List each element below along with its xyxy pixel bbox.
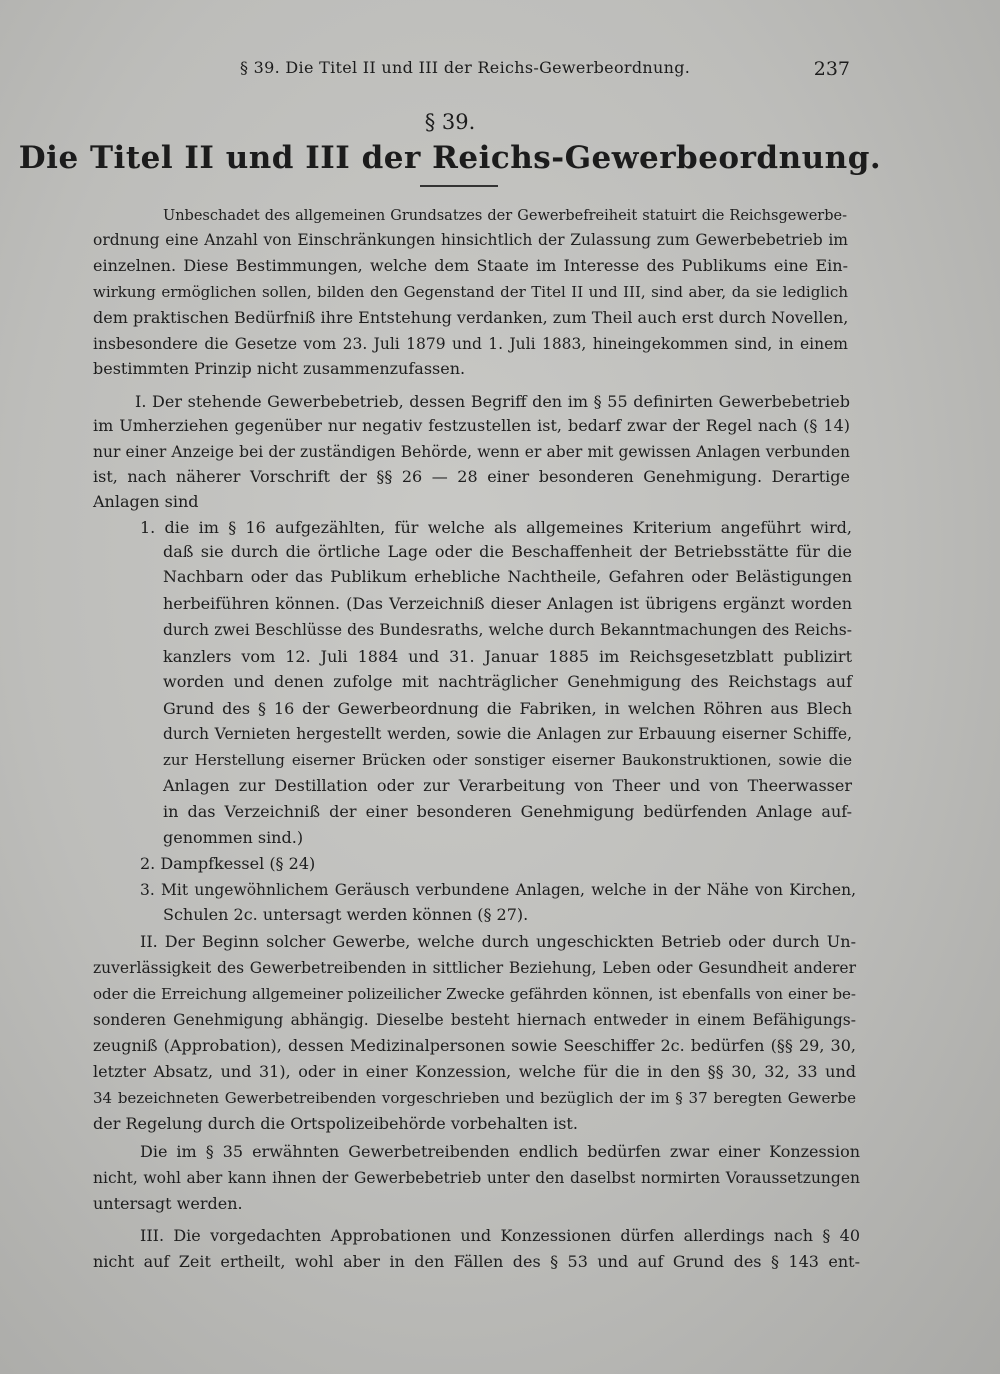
text-line: nicht auf Zeit ertheilt, wohl aber in den Fällen des § 53 und auf Grund des § 143 ent- xyxy=(93,1252,860,1271)
text-line: oder die Erreichung allgemeiner polizeilicher Zwecke gefährden können, ist ebenfalls von einer be- xyxy=(93,985,856,1003)
text-line: Die im § 35 erwähnten Gewerbetreibenden endlich bedürfen zwar einer Konzession xyxy=(140,1142,860,1161)
text-line: dem praktischen Bedürfniß ihre Entstehung verdanken, zum Theil auch erst durch Novellen, xyxy=(93,308,849,327)
text-line: zeugniß (Approbation), dessen Medizinalpersonen sowie Seeschiffer 2c. bedürfen (§§ 29, 30, xyxy=(93,1036,856,1055)
text-line: Anlagen sind xyxy=(93,492,199,511)
section-title: Die Titel II und III der Reichs-Gewerbeordnung. xyxy=(18,140,882,176)
list-item: 3. Mit ungewöhnlichem Geräusch verbundene Anlagen, welche in der Nähe von Kirchen, xyxy=(140,881,856,899)
text-line: zuverlässigkeit des Gewerbetreibenden in sittlicher Beziehung, Leben oder Gesundheit anderer xyxy=(93,959,856,977)
text-line: durch Vernieten hergestellt werden, sowie die Anlagen zur Erbauung eiserner Schiffe, xyxy=(163,725,852,743)
text-line: im Umherziehen gegenüber nur negativ festzustellen ist, bedarf zwar der Regel nach (§ 14) xyxy=(93,416,850,435)
text-line: nur einer Anzeige bei der zuständigen Behörde, wenn er aber mit gewissen Anlagen verbunden xyxy=(93,443,850,461)
text-line: II. Der Beginn solcher Gewerbe, welche durch ungeschickten Betrieb oder durch Un- xyxy=(140,932,856,951)
text-line: durch zwei Beschlüsse des Bundesraths, welche durch Bekanntmachungen des Reichs- xyxy=(163,621,852,639)
text-line: kanzlers vom 12. Juli 1884 und 31. Januar 1885 im Reichsgesetzblatt publizirt xyxy=(163,647,852,666)
text-line: herbeiführen können. (Das Verzeichniß dieser Anlagen ist übrigens ergänzt worden xyxy=(163,594,852,613)
text-line: III. Die vorgedachten Approbationen und Konzessionen dürfen allerdings nach § 40 xyxy=(140,1226,860,1245)
text-line: Unbeschadet des allgemeinen Grundsatzes der Gewerbefreiheit statuirt die Reichsgewerbe- xyxy=(163,208,847,224)
title-rule xyxy=(420,185,498,187)
text-line: worden und denen zufolge mit nachträglicher Genehmigung des Reichstags auf xyxy=(163,672,852,691)
text-line: 34 bezeichneten Gewerbetreibenden vorgeschrieben und bezüglich der im § 37 beregten Gewerbe xyxy=(93,1089,856,1107)
text-line: bestimmten Prinzip nicht zusammenzufassen. xyxy=(93,359,466,378)
text-line: Anlagen zur Destillation oder zur Verarbeitung von Theer und von Theerwasser xyxy=(163,776,852,795)
text-line: sonderen Genehmigung abhängig. Dieselbe besteht hiernach entweder in einem Befähigungs- xyxy=(93,1011,856,1029)
text-line: Nachbarn oder das Publikum erhebliche Nachtheile, Gefahren oder Belästigungen xyxy=(163,567,852,586)
page-number: 237 xyxy=(813,58,850,80)
text-line: wirkung ermöglichen sollen, bilden den Gegenstand der Titel II und III, sind aber, da sie lediglich xyxy=(93,283,848,301)
text-line: Grund des § 16 der Gewerbeordnung die Fabriken, in welchen Röhren aus Blech xyxy=(163,699,852,718)
text-line: nicht, wohl aber kann ihnen der Gewerbebetrieb unter den daselbst normirten Voraussetzungen xyxy=(93,1169,860,1187)
running-title: § 39. Die Titel II und III der Reichs-Gewerbeordnung. xyxy=(240,58,691,77)
text-line: Schulen 2c. untersagt werden können (§ 27). xyxy=(163,905,529,924)
text-line: ist, nach näherer Vorschrift der §§ 26 — 28 einer besonderen Genehmigung. Derartige xyxy=(93,467,850,486)
text-line: genommen sind.) xyxy=(163,828,304,847)
text-line: einzelnen. Diese Bestimmungen, welche dem Staate im Interesse des Publikums eine Ein- xyxy=(93,256,848,275)
text-line: untersagt werden. xyxy=(93,1194,243,1213)
section-number: § 39. xyxy=(424,110,476,134)
text-line: in das Verzeichniß der einer besonderen Genehmigung bedürfenden Anlage auf- xyxy=(163,802,852,821)
text-line: letzter Absatz, und 31), oder in einer Konzession, welche für die in den §§ 30, 32, 33 und xyxy=(93,1062,856,1081)
text-line: daß sie durch die örtliche Lage oder die Beschaffenheit der Betriebsstätte für die xyxy=(163,542,852,561)
list-item: 1. die im § 16 aufgezählten, für welche als allgemeines Kriterium angeführt wird, xyxy=(140,518,852,537)
text-line: der Regelung durch die Ortspolizeibehörde vorbehalten ist. xyxy=(93,1114,578,1133)
text-line: insbesondere die Gesetze vom 23. Juli 1879 und 1. Juli 1883, hineingekommen sind, in einem xyxy=(93,335,848,353)
running-header xyxy=(150,58,850,88)
text-line: I. Der stehende Gewerbebetrieb, dessen Begriff den im § 55 definirten Gewerbebetrieb xyxy=(135,392,850,411)
text-line: ordnung eine Anzahl von Einschränkungen hinsichtlich der Zulassung zum Gewerbebetrieb im xyxy=(93,231,848,249)
text-line: zur Herstellung eiserner Brücken oder sonstiger eiserner Baukonstruktionen, sowie die xyxy=(163,751,852,769)
list-item: 2. Dampfkessel (§ 24) xyxy=(140,854,316,873)
